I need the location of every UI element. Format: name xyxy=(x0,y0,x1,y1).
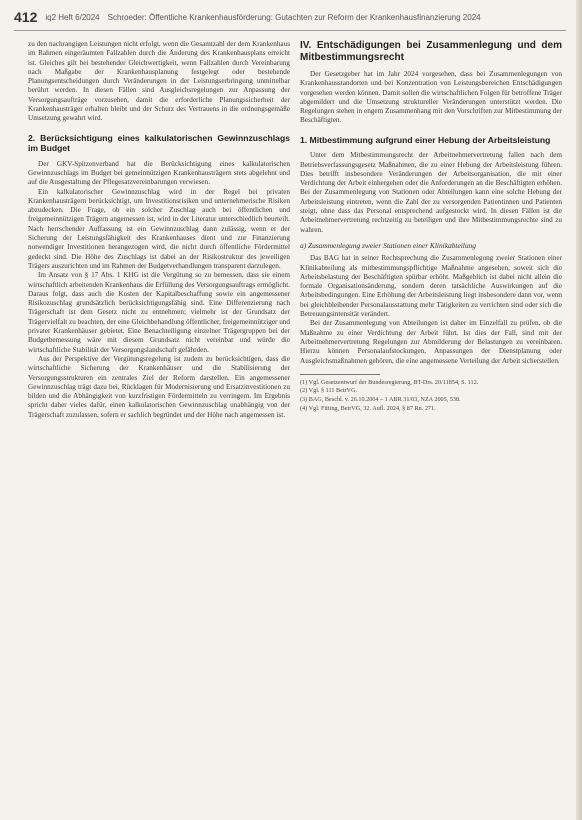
section-heading: 2. Berücksichtigung eines kalkulatorischen Gewinnzuschlags im Budget xyxy=(28,132,290,154)
paragraph: Unter dem Mitbestimmungsrecht der Arbeitnehmervertretung fallen nach dem Betriebsverfassungsgesetz Maßnahmen, die zu einer Hebung der Arbeitsleistung führen. Dies betrifft insbesondere Veränderungen der Arbeitsorganisation, die mit einer Verdichtung der Arbeit einhergehen oder die Anforderungen an die Beschäftigten erhöhen. Bei der Zusammenlegung von Stationen oder Abteilungen kann eine solche Hebung der Arbeitsleistung eintreten, wenn die Zahl der zu versorgenden Patientinnen und Patienten steigt, ohne dass das Personal entsprechend aufgestockt wird. In diesen Fällen ist die Arbeitnehmervertretung rechtzeitig zu beteiligen und ihre Mitbestimmungsrechte sind zu wahren. xyxy=(300,151,562,234)
paragraph: Ein kalkulatorischer Gewinnzuschlag wird in der Regel bei privaten Krankenhausträgern berücksichtigt, um Investitionsrisiken und unternehmerische Risiken abzudecken. Die Frage, ob ein solcher Zuschlag auch bei öffentlichen und freigemeinnützigen Trägern angemessen ist, wird in der Literatur unterschiedlich beurteilt. Nach herrschender Auffassung ist ein Gewinnzuschlag dann zulässig, wenn er der Sicherung der Leistungsfähigkeit des Krankenhauses dient und zur Finanzierung notwendiger Investitionen herangezogen wird, die nicht durch öffentliche Fördermittel gedeckt sind. Die Höhe des Zuschlags ist dabei an der Risikostruktur des jeweiligen Trägers auszurichten und im Rahmen der Budgetverhandlungen transparent darzulegen. xyxy=(28,187,290,270)
paragraph: Aus der Perspektive der Vergütungsregelung ist zudem zu berücksichtigen, dass die wirtschaftliche Sicherung der Krankenhäuser und die Stabilisierung der Versorgungsstrukturen ein zentrales Ziel der Reform darstellen. Ein angemessener Gewinnzuschlag trägt dazu bei, Rücklagen für Modernisierung und Ersatzinvestitionen zu bilden und die Abhängigkeit von kurzfristigen Fördermitteln zu verringern. Im Ergebnis spricht daher vieles dafür, einen kalkulatorischen Gewinnzuschlag unabhängig von der Trägerschaft zuzulassen, sofern er sachlich begründet und der Höhe nach angemessen ist. xyxy=(28,354,290,419)
page-number: 412 xyxy=(14,9,38,25)
section-heading: 1. Mitbestimmung aufgrund einer Hebung der Arbeitsleistung xyxy=(300,134,551,145)
paragraph: Der Gesetzgeber hat im Jahr 2024 vorgesehen, dass bei Zusammenlegungen von Krankenhausstandorten und bei Konzentration von Leistungsbereichen Entschädigungen vorgesehen werden können. Damit sollen die wirtschaftlichen Folgen für betroffene Träger abgemildert und die Umsetzung struktureller Veränderungen unterstützt werden. Die Regelungen stehen in engem Zusammenhang mit den Vorschriften zur Mitbestimmung der Beschäftigten. xyxy=(300,70,562,125)
journal-issue: iq2 Heft 6/2024 xyxy=(45,12,100,22)
paragraph: Bei der Zusammenlegung von Abteilungen ist daher im Einzelfall zu prüfen, ob die Maßnahme zu einer Verdichtung der Arbeit führt. Ist dies der Fall, sind mit der Arbeitnehmervertretung Regelungen zur Abmilderung der Belastungen zu vereinbaren. Hierzu können Personalaufstockungen, Anpassungen der Dienstplanung oder Ausgleichsmaßnahmen gehören, die eine angemessene Verteilung der Arbeit sicherstellen. xyxy=(300,319,562,365)
running-title: Schroeder: Öffentliche Krankenhausförderung: Gutachten zur Reform der Krankenhausfinanzierung 2024 xyxy=(107,12,481,22)
paragraph: Der GKV-Spitzenverband hat die Berücksichtigung eines kalkulatorischen Gewinnzuschlags im Budget bei gemeinnützigen Krankenhausträgern stets abgelehnt und auf die Ausgestaltung der Pflegesatzvereinbarungen verwiesen. xyxy=(28,159,290,187)
paragraph: Im Ansatz von § 17 Abs. 1 KHG ist die Vergütung so zu bemessen, dass sie einem wirtschaftlich arbeitenden Krankenhaus die Erfüllung des Versorgungsauftrags ermöglicht. Daraus folgt, dass auch die Kosten der Kapitalbeschaffung sowie ein angemessener Risikozuschlag grundsätzlich berücksichtigungsfähig sind. Eine Differenzierung nach Trägerschaft ist dem Gesetz nicht zu entnehmen; vielmehr ist der Grundsatz der Trägervielfalt zu beachten, der eine Gleichbehandlung öffentlicher, freigemeinnütziger und privater Krankenhäuser gebietet. Eine Benachteiligung einzelner Trägergruppen bei der Budgetbemessung wäre mit diesem Grundsatz nicht vereinbar und würde die wirtschaftliche Stabilität der Versorgungslandschaft gefährden. xyxy=(28,271,290,354)
page-edge-shadow xyxy=(576,0,582,820)
footnote: (3) BAG, Beschl. v. 26.10.2004 – 1 ABR 31/03, NZA 2005, 538. xyxy=(300,396,461,403)
footnote: (1) Vgl. Gesetzentwurf der Bundesregierung, BT-Drs. 20/11854, S. 112. xyxy=(300,378,479,386)
chapter-heading: IV. Entschädigungen bei Zusammenlegung und dem Mitbestimmungsrecht xyxy=(300,40,562,63)
left-column xyxy=(28,40,290,420)
header-divider xyxy=(14,30,566,31)
footnote: (2) Vgl. § 111 BetrVG. xyxy=(300,387,358,395)
subsection-heading: a) Zusammenlegung zweier Stationen einer Klinikabteilung xyxy=(300,240,476,250)
footnote-divider xyxy=(300,374,380,375)
footnote: (4) Vgl. Fitting, BetrVG, 32. Aufl. 2024, § 87 Rn. 271. xyxy=(300,404,436,412)
footnotes xyxy=(300,379,562,413)
paragraph: Das BAG hat in seiner Rechtsprechung die Zusammenlegung zweier Stationen einer Klinikabteilung als mitbestimmungspflichtige Maßnahme angesehen, soweit sich die Arbeitsbelastung der Beschäftigten spürbar erhöht. Maßgeblich ist dabei nicht allein die formale Organisationsänderung, sondern deren tatsächliche Auswirkungen auf die Arbeitsbedingungen. Eine Erhöhung der Arbeitsleistung liegt insbesondere dann vor, wenn bei gleichbleibender Personalausstattung mehr Tätigkeiten zu verrichten sind oder sich die Betreuungsintensität verändert. xyxy=(300,254,562,319)
right-column xyxy=(300,40,562,413)
paragraph: zu den nachrangigen Leistungen nicht erfolgt, wenn die Gesamtzahl der dem Krankenhaus im Rahmen eingeräumten Fallzahlen durch die Änderung des Krankenhausplans erreicht ist. Gleiches gilt bei bestehender Gleichwertigkeit, wenn Fallzahlen durch Vereinbarung nach Maßgabe der Krankenhausplanung festgelegt oder bestehende Planungsentscheidungen durch Veränderungen in der Leistungserbringung unmittelbar berührt werden. In diesen Fällen sind Ausgleichsregelungen zur Anpassung der Versorgungsaufträge vorzusehen, damit die erforderliche Planungssicherheit der Krankenhausträger erhalten bleibt und der Schutz des Vertrauens in die ordnungsgemäße Umsetzung gewahrt wird. xyxy=(28,40,290,123)
page-header xyxy=(14,6,572,28)
